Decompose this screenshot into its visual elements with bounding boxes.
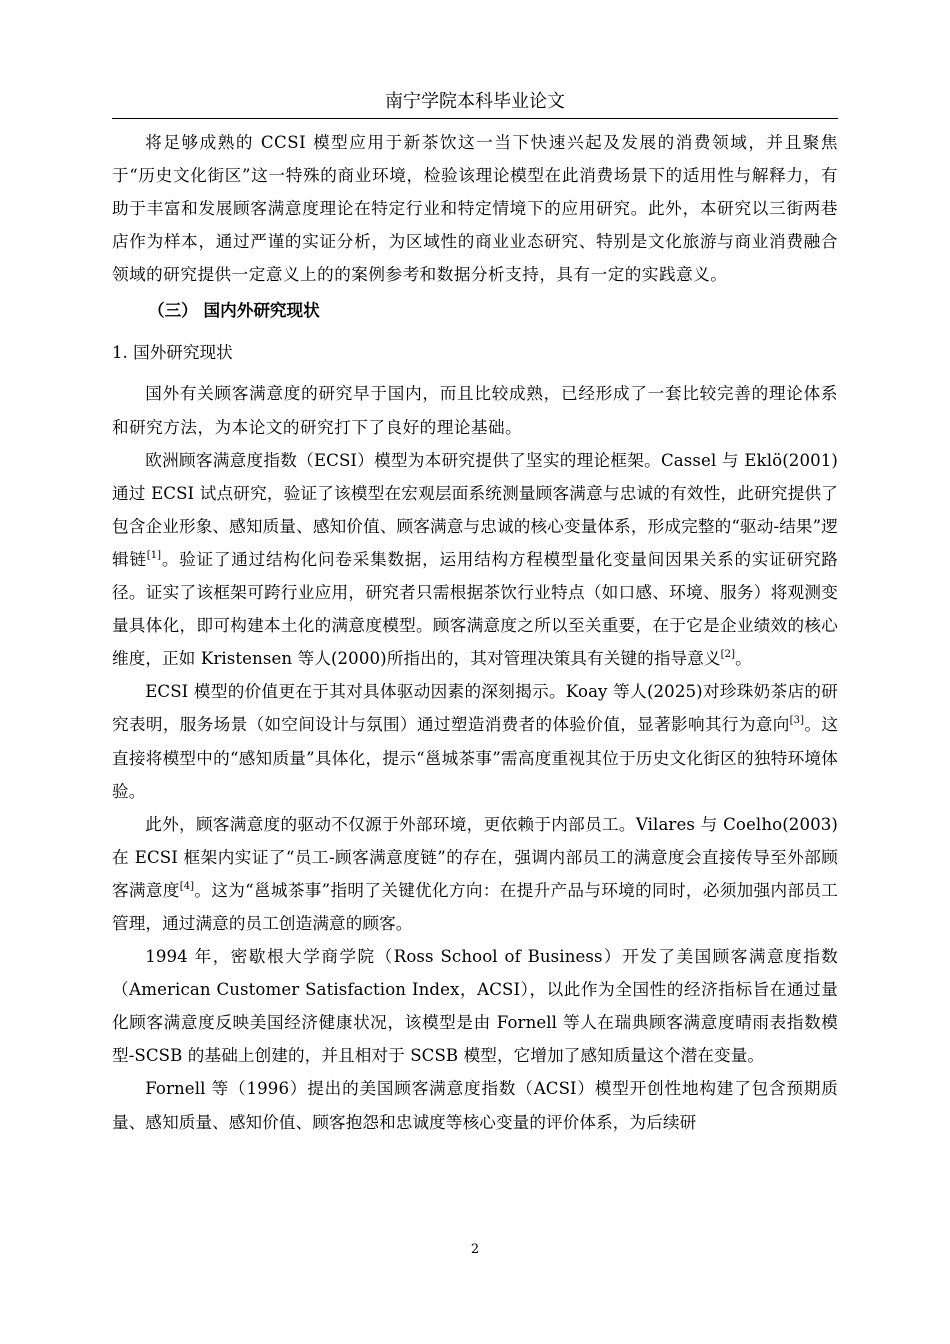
paragraph-text: ECSI 模型的价值更在于其对具体驱动因素的深刻揭示。Koay 等人(2025)对珍珠奶茶店的研究表明，服务场景（如空间设计与氛围）通过塑造消费者的体验价值，显著影响其行为意向 [112, 682, 838, 735]
paragraph: 国外有关顾客满意度的研究早于国内，而且比较成熟，已经形成了一套比较完善的理论体系和研究方法，为本论文的研究打下了良好的理论基础。 [112, 384, 838, 437]
paragraph-text: 。验证了通过结构化问卷采集数据，运用结构方程模型量化变量间因果关系的实证研究路径。证实了该框架可跨行业应用，研究者只需根据茶饮行业特点（如口感、环境、服务）将观测变量具体化，即可构建本土化的满意度模型。顾客满意度之所以至关重要，在于它是企业绩效的核心维度，正如 Kristensen 等人(2000)所指出的，其对管理决策具有关键的指导意义 [112, 549, 838, 669]
paragraph [112, 675, 838, 807]
page-number: 2 [470, 1242, 480, 1257]
paragraph [112, 808, 838, 940]
body-text [112, 126, 838, 1139]
paragraph: 1994 年，密歇根大学商学院（Ross School of Business）开发了美国顾客满意度指数（American Customer Satisfaction Index，ACSI），以此作为全国性的经济指标旨在通过量化顾客满意度反映美国经济健康状况，该模型是由 Fornell 等人在瑞典顾客满意度晴雨表指数模型-SCSB 的基础上创建的，并且相对于 SCSB 模型，它增加了感知质量这个潜在变量。 [112, 947, 838, 1066]
paragraph [112, 444, 838, 676]
page-header: 南宁学院本科毕业论文 [385, 91, 565, 112]
citation: [1] [146, 549, 162, 561]
section-heading: （三） 国内外研究现状 [148, 300, 320, 321]
paragraph: Fornell 等（1996）提出的美国顾客满意度指数（ACSI）模型开创性地构建了包含预期质量、感知质量、感知价值、顾客抱怨和忠诚度等核心变量的评价体系，为后续研 [112, 1079, 838, 1132]
header-rule [112, 118, 838, 119]
paragraph-text: 。这为“邕城茶事”指明了关键优化方向：在提升产品与环境的同时，必须加强内部员工管理，通过满意的员工创造满意的顾客。 [112, 880, 838, 933]
citation: [2] [720, 649, 736, 661]
paragraph-text: 此外，顾客满意度的驱动不仅源于外部环境，更依赖于内部员工。Vilares 与 Coelho(2003)在 ECSI 框架内实证了“员工-顾客满意度链”的存在，强调内部员工的满意度会直接传导至外部顾客满意度 [112, 814, 838, 900]
paragraph-text: 。 [735, 649, 752, 669]
sub-heading: 1. 国外研究现状 [112, 343, 233, 363]
paragraph-text: 欧洲顾客满意度指数（ECSI）模型为本研究提供了坚实的理论框架。Cassel 与 Eklö(2001)通过 ECSI 试点研究，验证了该模型在宏观层面系统测量顾客满意与忠诚的有效性，此研究提供了包含企业形象、感知质量、感知价值、顾客满意与忠诚的核心变量体系，形成完整的“驱动-结果”逻辑链 [112, 450, 838, 569]
citation: [4] [179, 880, 195, 892]
citation: [3] [789, 715, 805, 727]
paragraph: 将足够成熟的 CCSI 模型应用于新茶饮这一当下快速兴起及发展的消费领域，并且聚焦于“历史文化街区”这一特殊的商业环境，检验该理论模型在此消费场景下的适用性与解释力，有助于丰富和发展顾客满意度理论在特定行业和特定情境下的应用研究。此外，本研究以三街两巷店作为样本，通过严谨的实证分析，为区域性的商业业态研究、特别是文化旅游与商业消费融合领域的研究提供一定意义上的的案例参考和数据分析支持，具有一定的实践意义。 [112, 133, 838, 285]
paragraph-text: 。这直接将模型中的“感知质量”具体化，提示“邕城茶事”需高度重视其位于历史文化街区的独特环境体验。 [112, 715, 839, 801]
